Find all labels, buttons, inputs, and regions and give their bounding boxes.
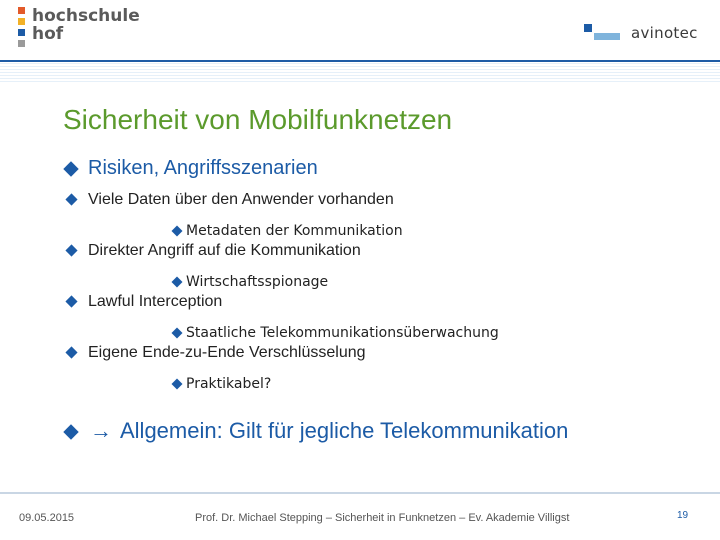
slide-header <box>0 0 720 60</box>
diamond-bullet-icon <box>65 245 77 257</box>
logo-squares-icon <box>18 7 26 47</box>
sub-bullet-item <box>172 223 403 239</box>
logo-line-1: hochschule <box>32 6 140 26</box>
header-divider <box>0 60 720 62</box>
conclusion-bullet <box>64 418 568 444</box>
header-band <box>0 60 720 82</box>
sub-bullet-text: Staatliche Telekommunikationsüberwachung <box>186 325 499 341</box>
diamond-bullet-icon <box>65 347 77 359</box>
sub-bullet-item <box>172 274 328 290</box>
diamond-bullet-icon <box>63 161 78 176</box>
diamond-bullet-icon <box>171 225 182 236</box>
bullet-text: Lawful Interception <box>88 293 223 310</box>
footer-credit: Prof. Dr. Michael Stepping – Sicherheit in Funknetzen – Ev. Akademie Villigst <box>195 512 570 524</box>
diamond-bullet-icon <box>65 194 77 206</box>
heading-bullet <box>64 157 318 180</box>
heading-text: Risiken, Angriffsszenarien <box>88 157 318 179</box>
conclusion-text: Allgemein: Gilt für jegliche Telekommunikation <box>120 418 569 443</box>
sub-bullet-text: Praktikabel? <box>186 376 272 392</box>
bullet-text: Direkter Angriff auf die Kommunikation <box>88 242 361 259</box>
avinotec-mark-icon <box>584 22 624 44</box>
diamond-bullet-icon <box>171 327 182 338</box>
bullet-item <box>66 242 361 260</box>
bullet-item <box>66 344 366 362</box>
sub-bullet-text: Wirtschaftsspionage <box>186 274 329 290</box>
bullet-text: Eigene Ende-zu-Ende Verschlüsselung <box>88 344 366 361</box>
avinotec-logo <box>584 22 704 44</box>
bullet-text: Viele Daten über den Anwender vorhanden <box>88 191 394 208</box>
avinotec-wordmark: avinotec <box>631 24 698 42</box>
footer-divider <box>0 492 720 494</box>
page-number: 19 <box>677 510 689 521</box>
diamond-bullet-icon <box>63 424 78 439</box>
diamond-bullet-icon <box>171 378 182 389</box>
bullet-item <box>66 293 222 311</box>
diamond-bullet-icon <box>65 296 77 308</box>
hochschule-hof-wordmark <box>32 7 152 43</box>
diamond-bullet-icon <box>171 276 182 287</box>
arrow-right-icon: → <box>90 418 112 443</box>
bullet-item <box>66 191 394 209</box>
sub-bullet-item <box>172 325 499 341</box>
logo-line-2: hof <box>32 24 64 44</box>
sub-bullet-item <box>172 376 271 392</box>
footer-date: 09.05.2015 <box>19 512 75 524</box>
sub-bullet-text: Metadaten der Kommunikation <box>186 223 403 239</box>
slide-title: Sicherheit von Mobilfunknetzen <box>63 104 453 135</box>
